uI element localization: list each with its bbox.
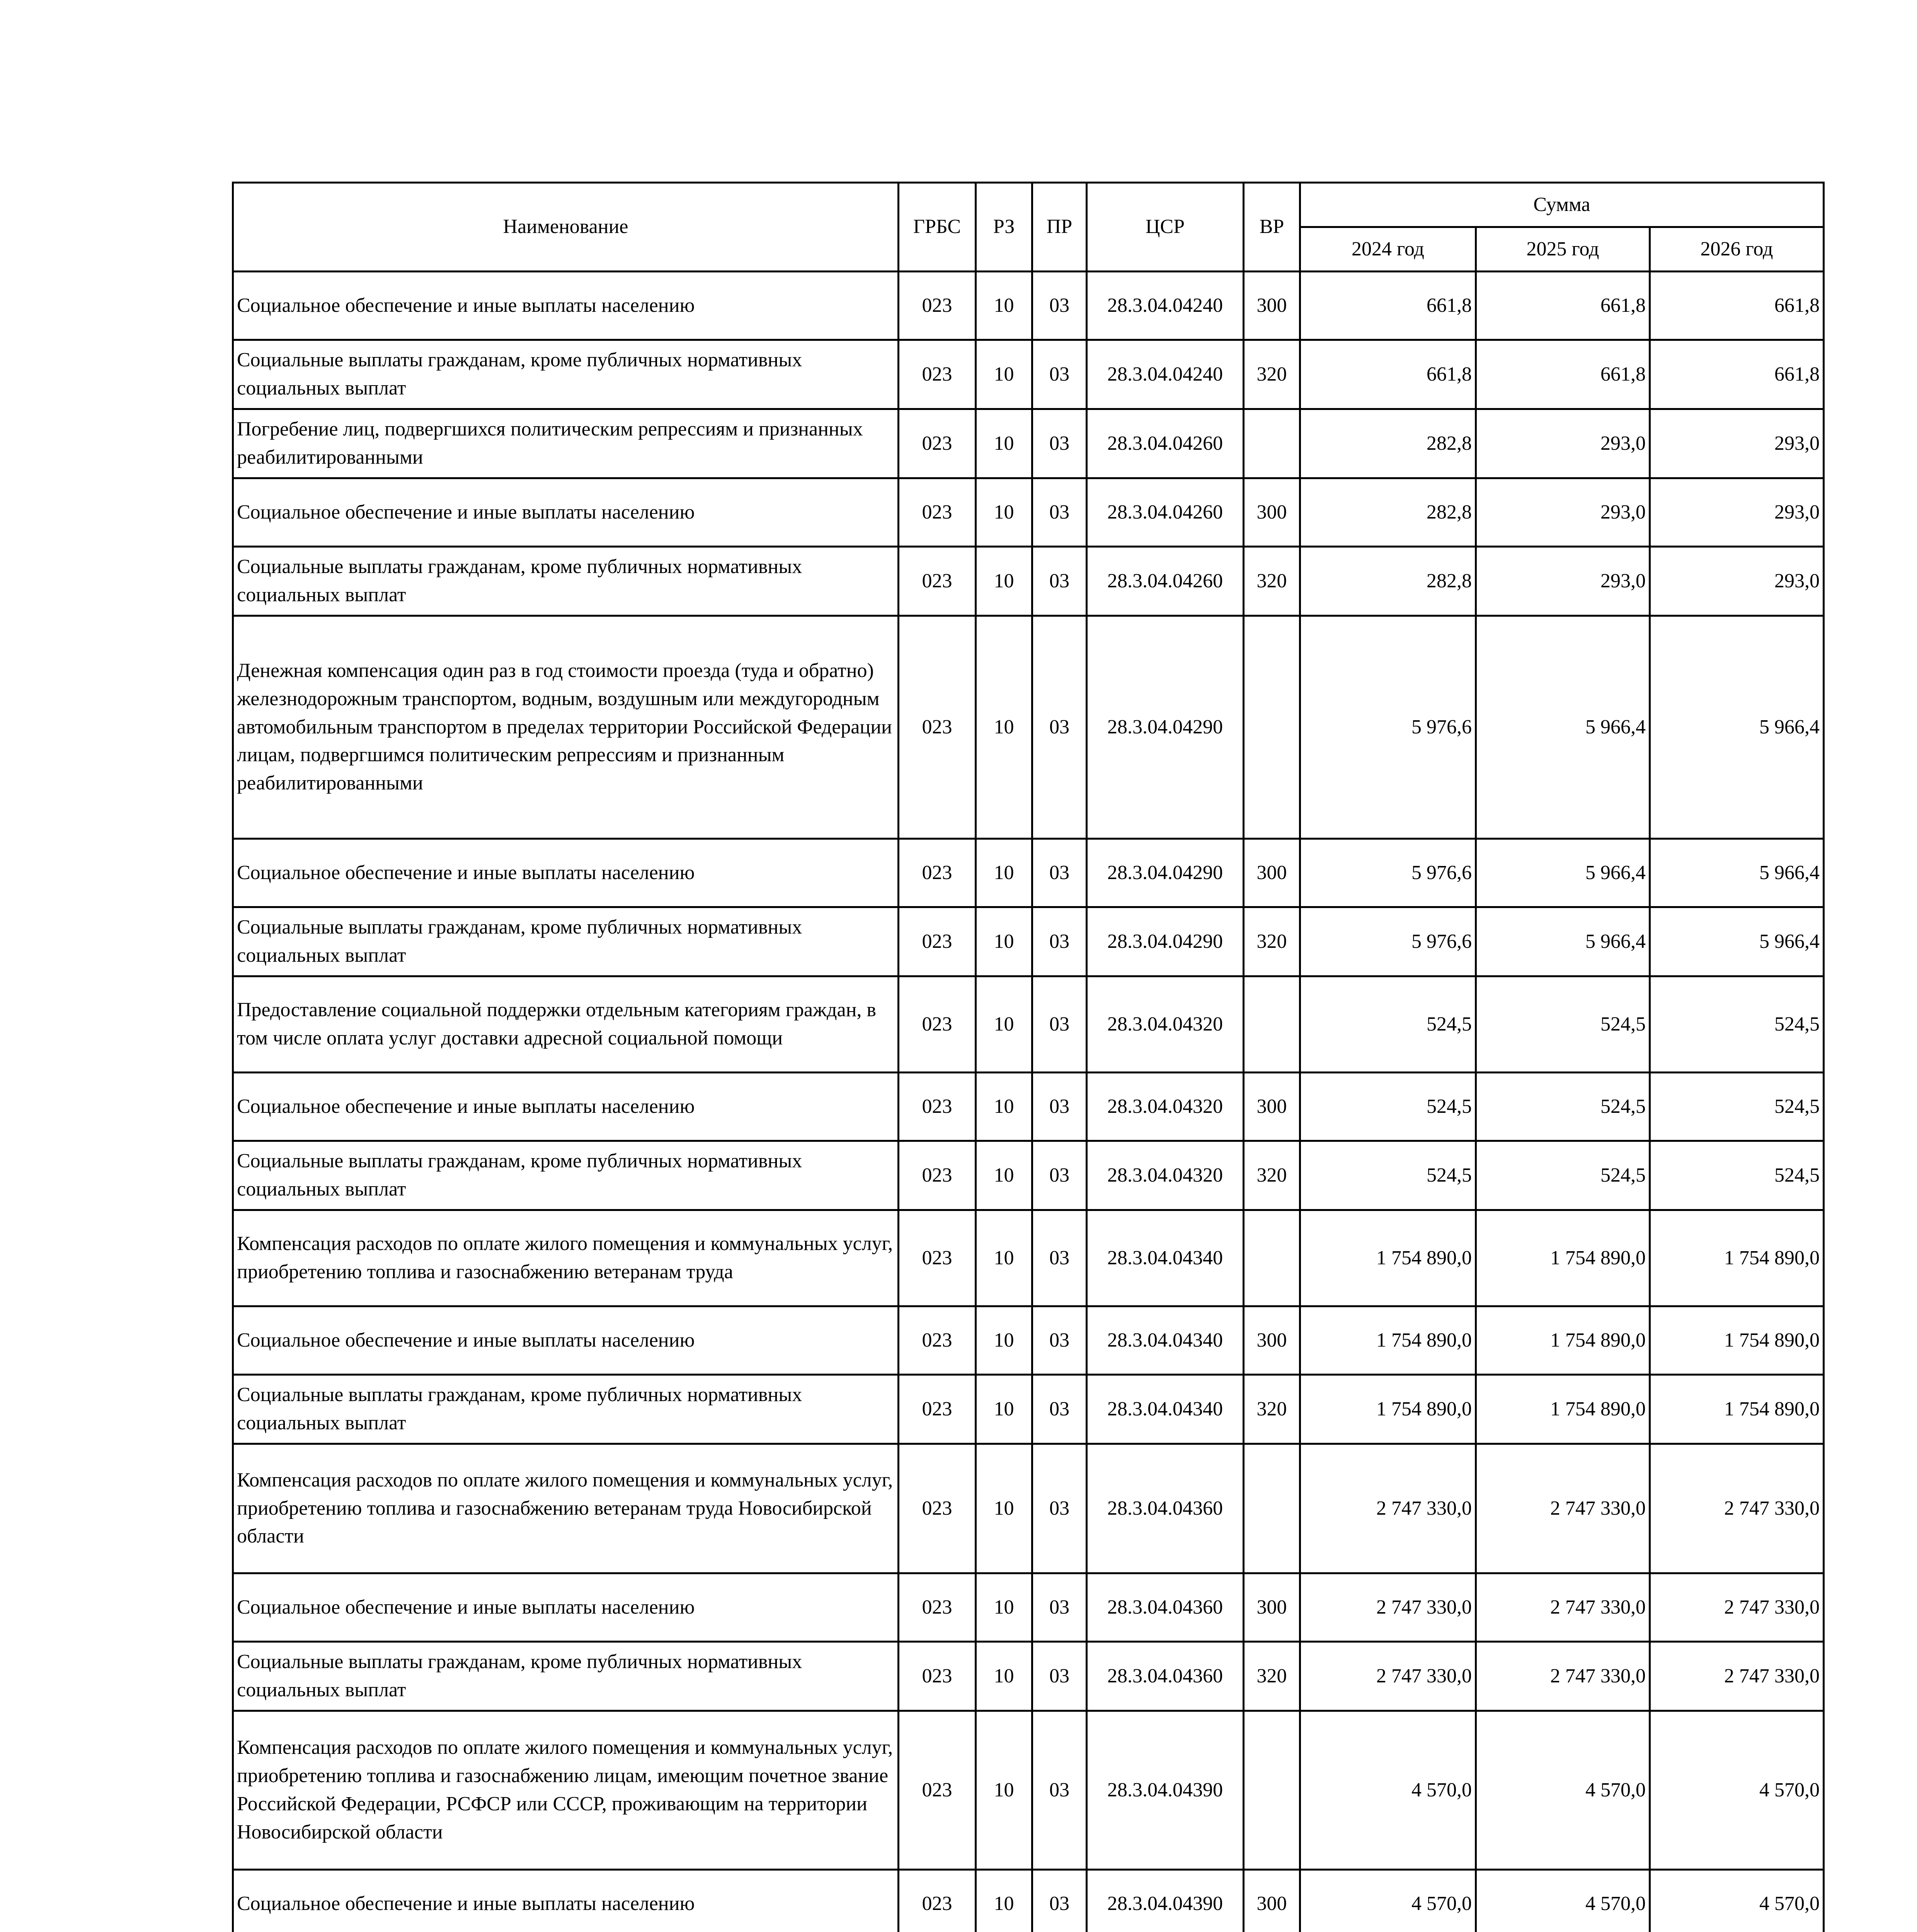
cell-vr: 300 [1244,272,1300,340]
cell-pr: 03 [1032,1573,1087,1642]
column-header-vr: ВР [1244,183,1300,272]
cell-rz: 10 [976,1711,1032,1870]
cell-sum-2025: 5 966,4 [1476,616,1650,839]
cell-rz: 10 [976,409,1032,478]
cell-pr: 03 [1032,272,1087,340]
cell-grbs: 023 [899,1573,976,1642]
cell-vr: 320 [1244,1642,1300,1711]
cell-vr: 300 [1244,839,1300,907]
cell-pr: 03 [1032,478,1087,547]
cell-vr: 300 [1244,1573,1300,1642]
cell-name: Социальные выплаты гражданам, кроме публичных нормативных социальных выплат [233,907,899,976]
cell-pr: 03 [1032,1870,1087,1932]
cell-vr: 320 [1244,907,1300,976]
cell-name: Денежная компенсация один раз в год стоимости проезда (туда и обратно) железнодорожным транспортом, водным, воздушным или междугородным автомобильным транспортом в пределах территории Российской Федерации лицам, подвергшимся политическим репрессиям и признанным реабилитированными [233,616,899,839]
table-body [233,272,1824,1932]
cell-grbs: 023 [899,907,976,976]
cell-csr: 28.3.04.04260 [1087,409,1244,478]
cell-name: Социальное обеспечение и иные выплаты населению [233,1870,899,1932]
cell-vr [1244,976,1300,1073]
table-row [233,1073,1824,1141]
cell-sum-2026: 524,5 [1650,1141,1824,1210]
cell-sum-2024: 282,8 [1300,547,1476,616]
cell-sum-2026: 293,0 [1650,409,1824,478]
cell-name: Социальное обеспечение и иные выплаты населению [233,1073,899,1141]
cell-rz: 10 [976,1870,1032,1932]
cell-sum-2025: 293,0 [1476,547,1650,616]
cell-sum-2025: 1 754 890,0 [1476,1306,1650,1375]
cell-rz: 10 [976,1444,1032,1573]
table-row [233,409,1824,478]
cell-csr: 28.3.04.04390 [1087,1711,1244,1870]
column-header-sum: Сумма [1300,183,1824,227]
column-header-2025: 2025 год [1476,227,1650,272]
cell-sum-2026: 5 966,4 [1650,839,1824,907]
table-row [233,1210,1824,1306]
cell-pr: 03 [1032,1444,1087,1573]
cell-sum-2026: 293,0 [1650,547,1824,616]
cell-sum-2024: 524,5 [1300,1073,1476,1141]
cell-sum-2025: 524,5 [1476,1073,1650,1141]
cell-sum-2024: 5 976,6 [1300,616,1476,839]
cell-sum-2024: 524,5 [1300,1141,1476,1210]
cell-sum-2026: 5 966,4 [1650,616,1824,839]
cell-grbs: 023 [899,1306,976,1375]
cell-vr [1244,1210,1300,1306]
cell-grbs: 023 [899,1210,976,1306]
cell-name: Социальные выплаты гражданам, кроме публичных нормативных социальных выплат [233,1141,899,1210]
cell-rz: 10 [976,907,1032,976]
cell-sum-2026: 1 754 890,0 [1650,1306,1824,1375]
cell-grbs: 023 [899,1642,976,1711]
cell-pr: 03 [1032,409,1087,478]
cell-sum-2026: 2 747 330,0 [1650,1444,1824,1573]
cell-sum-2025: 661,8 [1476,340,1650,409]
cell-name: Погребение лиц, подвергшихся политическим репрессиям и признанных реабилитированными [233,409,899,478]
cell-csr: 28.3.04.04290 [1087,616,1244,839]
cell-rz: 10 [976,272,1032,340]
cell-sum-2025: 2 747 330,0 [1476,1444,1650,1573]
table-row [233,839,1824,907]
cell-name: Социальные выплаты гражданам, кроме публичных нормативных социальных выплат [233,1642,899,1711]
table-row [233,340,1824,409]
cell-sum-2024: 4 570,0 [1300,1870,1476,1932]
cell-rz: 10 [976,1141,1032,1210]
cell-sum-2024: 5 976,6 [1300,907,1476,976]
cell-vr: 320 [1244,1375,1300,1444]
cell-sum-2025: 4 570,0 [1476,1711,1650,1870]
cell-sum-2024: 282,8 [1300,478,1476,547]
cell-sum-2026: 661,8 [1650,340,1824,409]
table-row [233,907,1824,976]
cell-csr: 28.3.04.04340 [1087,1210,1244,1306]
cell-sum-2026: 293,0 [1650,478,1824,547]
table-row [233,1711,1824,1870]
cell-csr: 28.3.04.04260 [1087,547,1244,616]
table-row [233,478,1824,547]
cell-csr: 28.3.04.04240 [1087,272,1244,340]
cell-sum-2026: 1 754 890,0 [1650,1375,1824,1444]
cell-name: Социальное обеспечение и иные выплаты населению [233,272,899,340]
cell-grbs: 023 [899,1141,976,1210]
column-header-csr: ЦСР [1087,183,1244,272]
table-row [233,976,1824,1073]
cell-grbs: 023 [899,1870,976,1932]
cell-sum-2025: 661,8 [1476,272,1650,340]
table-row [233,272,1824,340]
cell-pr: 03 [1032,340,1087,409]
cell-vr: 300 [1244,1306,1300,1375]
cell-csr: 28.3.04.04390 [1087,1870,1244,1932]
cell-grbs: 023 [899,547,976,616]
cell-sum-2026: 4 570,0 [1650,1870,1824,1932]
cell-pr: 03 [1032,547,1087,616]
cell-name: Предоставление социальной поддержки отдельным категориям граждан, в том числе оплата услуг доставки адресной социальной помощи [233,976,899,1073]
column-header-name: Наименование [233,183,899,272]
cell-pr: 03 [1032,1306,1087,1375]
cell-rz: 10 [976,1573,1032,1642]
cell-sum-2024: 5 976,6 [1300,839,1476,907]
cell-rz: 10 [976,839,1032,907]
cell-vr: 300 [1244,1073,1300,1141]
cell-sum-2025: 2 747 330,0 [1476,1642,1650,1711]
cell-sum-2025: 2 747 330,0 [1476,1573,1650,1642]
cell-sum-2024: 1 754 890,0 [1300,1375,1476,1444]
cell-sum-2026: 5 966,4 [1650,907,1824,976]
cell-sum-2026: 1 754 890,0 [1650,1210,1824,1306]
cell-name: Социальные выплаты гражданам, кроме публичных нормативных социальных выплат [233,547,899,616]
cell-name: Социальное обеспечение и иные выплаты населению [233,839,899,907]
cell-rz: 10 [976,1073,1032,1141]
cell-pr: 03 [1032,976,1087,1073]
cell-grbs: 023 [899,976,976,1073]
cell-grbs: 023 [899,839,976,907]
cell-vr: 320 [1244,547,1300,616]
cell-rz: 10 [976,1210,1032,1306]
cell-csr: 28.3.04.04260 [1087,478,1244,547]
cell-name: Социальные выплаты гражданам, кроме публичных нормативных социальных выплат [233,1375,899,1444]
table-row [233,1573,1824,1642]
cell-pr: 03 [1032,1375,1087,1444]
cell-sum-2024: 2 747 330,0 [1300,1642,1476,1711]
cell-csr: 28.3.04.04240 [1087,340,1244,409]
cell-rz: 10 [976,976,1032,1073]
cell-name: Компенсация расходов по оплате жилого помещения и коммунальных услуг, приобретению топлива и газоснабжению ветеранам труда Новосибирской области [233,1444,899,1573]
cell-sum-2025: 524,5 [1476,976,1650,1073]
cell-sum-2025: 293,0 [1476,478,1650,547]
cell-pr: 03 [1032,1210,1087,1306]
cell-sum-2024: 2 747 330,0 [1300,1444,1476,1573]
cell-grbs: 023 [899,272,976,340]
cell-pr: 03 [1032,1073,1087,1141]
cell-vr: 300 [1244,1870,1300,1932]
cell-rz: 10 [976,1306,1032,1375]
cell-vr [1244,409,1300,478]
cell-sum-2024: 1 754 890,0 [1300,1210,1476,1306]
table-row [233,1642,1824,1711]
cell-sum-2026: 4 570,0 [1650,1711,1824,1870]
column-header-2026: 2026 год [1650,227,1824,272]
cell-csr: 28.3.04.04340 [1087,1306,1244,1375]
cell-pr: 03 [1032,1642,1087,1711]
cell-csr: 28.3.04.04360 [1087,1642,1244,1711]
cell-rz: 10 [976,616,1032,839]
cell-sum-2025: 5 966,4 [1476,907,1650,976]
budget-table [232,182,1825,1932]
cell-grbs: 023 [899,1444,976,1573]
cell-grbs: 023 [899,616,976,839]
cell-sum-2025: 524,5 [1476,1141,1650,1210]
table-row [233,547,1824,616]
table-row [233,1306,1824,1375]
cell-pr: 03 [1032,1141,1087,1210]
cell-csr: 28.3.04.04320 [1087,976,1244,1073]
cell-sum-2026: 524,5 [1650,1073,1824,1141]
column-header-2024: 2024 год [1300,227,1476,272]
cell-grbs: 023 [899,409,976,478]
cell-pr: 03 [1032,907,1087,976]
table-row [233,1141,1824,1210]
cell-sum-2024: 661,8 [1300,340,1476,409]
cell-sum-2026: 524,5 [1650,976,1824,1073]
column-header-pr: ПР [1032,183,1087,272]
cell-sum-2025: 1 754 890,0 [1476,1210,1650,1306]
cell-name: Социальное обеспечение и иные выплаты населению [233,1306,899,1375]
cell-vr [1244,616,1300,839]
cell-sum-2025: 1 754 890,0 [1476,1375,1650,1444]
cell-sum-2024: 282,8 [1300,409,1476,478]
cell-rz: 10 [976,478,1032,547]
cell-pr: 03 [1032,839,1087,907]
cell-sum-2025: 5 966,4 [1476,839,1650,907]
cell-name: Социальное обеспечение и иные выплаты населению [233,1573,899,1642]
cell-vr: 320 [1244,1141,1300,1210]
cell-vr [1244,1711,1300,1870]
table-row [233,1375,1824,1444]
cell-name: Компенсация расходов по оплате жилого помещения и коммунальных услуг, приобретению топлива и газоснабжению лицам, имеющим почетное звание Российской Федерации, РСФСР или СССР, проживающим на территории Новосибирской области [233,1711,899,1870]
cell-grbs: 023 [899,1375,976,1444]
cell-sum-2026: 661,8 [1650,272,1824,340]
cell-grbs: 023 [899,1711,976,1870]
cell-sum-2024: 2 747 330,0 [1300,1573,1476,1642]
cell-rz: 10 [976,1642,1032,1711]
cell-name: Социальное обеспечение и иные выплаты населению [233,478,899,547]
cell-sum-2024: 524,5 [1300,976,1476,1073]
cell-rz: 10 [976,1375,1032,1444]
cell-name: Компенсация расходов по оплате жилого помещения и коммунальных услуг, приобретению топлива и газоснабжению ветеранам труда [233,1210,899,1306]
cell-grbs: 023 [899,1073,976,1141]
cell-sum-2024: 1 754 890,0 [1300,1306,1476,1375]
cell-grbs: 023 [899,478,976,547]
cell-csr: 28.3.04.04360 [1087,1573,1244,1642]
table-row [233,1444,1824,1573]
cell-csr: 28.3.04.04290 [1087,839,1244,907]
cell-rz: 10 [976,547,1032,616]
cell-sum-2025: 4 570,0 [1476,1870,1650,1932]
cell-rz: 10 [976,340,1032,409]
cell-pr: 03 [1032,616,1087,839]
cell-sum-2024: 4 570,0 [1300,1711,1476,1870]
cell-vr [1244,1444,1300,1573]
cell-vr: 320 [1244,340,1300,409]
cell-sum-2026: 2 747 330,0 [1650,1642,1824,1711]
cell-pr: 03 [1032,1711,1087,1870]
cell-grbs: 023 [899,340,976,409]
column-header-rz: РЗ [976,183,1032,272]
table-row [233,1870,1824,1932]
cell-csr: 28.3.04.04360 [1087,1444,1244,1573]
cell-sum-2024: 661,8 [1300,272,1476,340]
cell-sum-2026: 2 747 330,0 [1650,1573,1824,1642]
cell-csr: 28.3.04.04320 [1087,1141,1244,1210]
cell-name: Социальные выплаты гражданам, кроме публичных нормативных социальных выплат [233,340,899,409]
cell-csr: 28.3.04.04290 [1087,907,1244,976]
cell-csr: 28.3.04.04320 [1087,1073,1244,1141]
table-row [233,616,1824,839]
table-header-row [233,183,1824,227]
cell-vr: 300 [1244,478,1300,547]
column-header-grbs: ГРБС [899,183,976,272]
cell-sum-2025: 293,0 [1476,409,1650,478]
cell-csr: 28.3.04.04340 [1087,1375,1244,1444]
